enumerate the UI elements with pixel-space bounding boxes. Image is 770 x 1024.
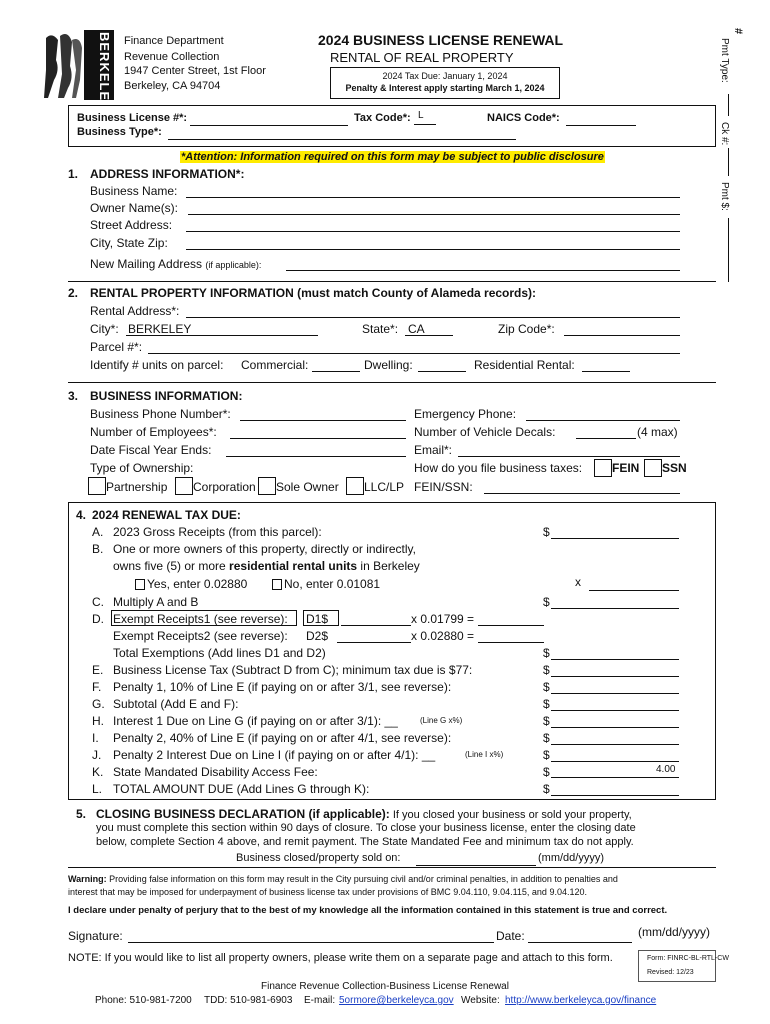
owner-names-label: Owner Name(s): [90,201,179,215]
city-label: City*: [90,322,119,336]
line-b-label-2 [113,559,420,573]
section5-line1 [96,807,632,821]
naics-input[interactable] [566,111,636,126]
closed-label: Business closed/property sold on: [236,852,401,864]
naics-label: NAICS Code*: [487,112,560,124]
residential-label: Residential Rental: [474,358,575,372]
license-number-label: Business License #*: [77,112,188,124]
address-city: Berkeley, CA 94704 [124,80,221,92]
ownership-label: Type of Ownership: [90,461,194,475]
line-f-label: Penalty 1, 10% of Line E (if paying on or after 3/1, see reverse): [113,680,452,694]
business-type-label: Business Type*: [77,126,162,138]
line-i-dollar: $ [543,731,550,745]
partnership-label: Partnership [106,480,168,494]
line-k-letter: K. [92,765,104,779]
email-label: Email*: [414,443,453,457]
units-label: Identify # units on parcel: [90,358,224,372]
phone-label: Business Phone Number*: [90,407,231,421]
section1-title: ADDRESS INFORMATION*: [90,167,245,181]
form-subtitle: RENTAL OF REAL PROPERTY [330,50,514,65]
due-box [330,67,560,99]
closed-date-format: (mm/dd/yyyy) [538,852,604,864]
d2-rate: x 0.02880 = [411,629,475,643]
section1-number: 1. [68,167,79,181]
decals-label: Number of Vehicle Decals: [414,425,556,439]
business-name-label: Business Name: [90,184,178,198]
line-d-dollar: $ [543,646,550,660]
footer-website-label: Website: [461,995,500,1006]
date-format: (mm/dd/yyyy) [638,925,710,939]
corporation-checkbox[interactable] [175,477,193,495]
line-h-label: Interest 1 Due on Line G (if paying on or after 3/1): __ [113,714,398,728]
line-b-pre: owns five (5) or more [113,559,230,573]
zip-label: Zip Code*: [498,322,555,336]
emergency-label: Emergency Phone: [414,407,517,421]
line-i-input[interactable] [551,730,679,745]
section5-number: 5. [76,807,87,821]
street-label: Street Address: [90,218,173,232]
form-id: Form: FINRC-BL-RTL-CW [647,955,729,962]
d2-result-input[interactable] [478,628,544,643]
emergency-input[interactable] [526,406,680,421]
residential-input[interactable] [582,357,630,372]
yes-checkbox[interactable] [135,579,145,590]
dwelling-input[interactable] [418,357,466,372]
side-pmt-type: Pmt Type: [719,38,730,83]
section2-number: 2. [68,286,79,300]
line-l-dollar: $ [543,782,550,796]
fiscal-input[interactable] [226,442,406,457]
side-pmt-amount: Pmt $: [719,182,730,211]
line-b-letter: B. [92,542,104,556]
city-value: BERKELEY [128,322,192,336]
business-type-input[interactable] [168,125,516,140]
fein-ssn-label: FEIN/SSN: [414,480,473,494]
no-label: No, enter 0.01081 [284,577,381,591]
line-a-input[interactable] [551,524,679,539]
line-c-input[interactable] [551,594,679,609]
line-j-letter: J. [92,748,102,762]
line-h-letter: H. [92,714,104,728]
fiscal-label: Date Fiscal Year Ends: [90,443,212,457]
license-number-input[interactable] [190,111,348,126]
warning-text1: Providing false information on this form may result in the City pursuing civil and/or criminal penalties, in addition to penalties and [106,874,618,884]
d1-field-label: D1$ [306,612,329,626]
corporation-label: Corporation [193,480,256,494]
line-f-input[interactable] [551,679,679,694]
line-i-label: Penalty 2, 40% of Line E (if paying on or after 4/1, see reverse): [113,731,452,745]
city-zip-input[interactable] [186,235,680,250]
line-d2-label: Exempt Receipts2 (see reverse): [113,629,288,643]
state-line [405,335,453,336]
line-j-input[interactable] [551,747,679,762]
section5-text3: below, complete Section 4 above, and remit payment. The State Mandated Fee and minimum tax do not apply. [96,836,634,848]
line-d1-label: Exempt Receipts1 (see reverse): [113,612,288,626]
section3-number: 3. [68,389,79,403]
total-exemptions-label: Total Exemptions (Add lines D1 and D2) [113,646,326,660]
line-j-dollar: $ [543,748,550,762]
section4-number: 4. [76,508,87,522]
line-e-letter: E. [92,663,104,677]
city-logo [42,30,114,111]
employees-input[interactable] [230,424,406,439]
dwelling-label: Dwelling: [364,358,413,372]
d2-input[interactable] [337,628,411,643]
line-b-post: in Berkeley [357,559,420,573]
line-c-dollar: $ [543,595,550,609]
section-divider [68,867,716,868]
partnership-checkbox[interactable] [88,477,106,495]
address-street: 1947 Center Street, 1st Floor [124,65,266,77]
tax-due-date: 2024 Tax Due: January 1, 2024 [382,71,508,81]
line-b-input[interactable] [589,576,679,591]
line-c-label: Multiply A and B [113,595,199,609]
warning-text2: interest that may be imposed for underpayment of business license tax under provisions of BMC 9.04.110, 9.04.115, and 9.04.120. [68,887,587,897]
mailing-note: (if applicable): [205,260,262,270]
street-input[interactable] [186,217,680,232]
line-c-letter: C. [92,595,104,609]
phone-input[interactable] [240,406,406,421]
line-k-label: State Mandated Disability Access Fee: [113,765,318,779]
employees-label: Number of Employees*: [90,425,217,439]
d1-rate: x 0.01799 = [411,612,475,626]
warning-line1 [68,874,618,884]
state-label: State*: [362,322,399,336]
line-b-label-1: One or more owners of this property, directly or indirectly, [113,542,416,556]
declaration: I declare under penalty of perjury that to the best of my knowledge all the information contained in this statement is true and correct. [68,905,668,916]
date-label: Date: [496,929,525,943]
d2-field-label: D2$ [306,629,329,643]
sole-owner-label: Sole Owner [276,480,339,494]
mailing-label [90,257,261,271]
line-f-letter: F. [92,680,102,694]
tax-code-label: Tax Code*: [354,112,411,124]
date-input[interactable] [528,928,632,943]
footer-email-label: E-mail: [304,995,336,1006]
line-d-letter: D. [92,612,104,626]
line-a-dollar: $ [543,525,550,539]
zip-input[interactable] [564,321,680,336]
owner-names-input[interactable] [188,200,680,215]
city-line [126,335,318,336]
line-k-line [551,777,679,778]
ssn-checkbox[interactable] [644,459,662,477]
ssn-label: SSN [662,461,687,475]
business-name-input[interactable] [186,183,680,198]
line-g-dollar: $ [543,697,550,711]
form-title: 2024 BUSINESS LICENSE RENEWAL [318,32,564,48]
warning-label: Warning: [68,874,107,884]
form-revised: Revised: 12/23 [647,969,694,976]
form-id-box [638,950,729,982]
line-a-label: 2023 Gross Receipts (from this parcel): [113,525,322,539]
division-name: Revenue Collection [124,51,220,63]
line-d-input[interactable] [551,645,679,660]
state-value: CA [408,322,425,336]
line-l-input[interactable] [551,781,679,796]
footer-phone: Phone: 510-981-7200 [95,995,192,1006]
section4-title: 2024 RENEWAL TAX DUE: [92,508,241,522]
line-e-label: Business License Tax (Subtract D from C); minimum tax due is $77: [113,663,473,677]
line-j-note: (Line I x%) [465,750,504,759]
email-input[interactable] [458,442,680,457]
line-i-letter: I. [92,731,99,745]
line-b-bold: residential rental units [229,559,358,573]
signature-label: Signature: [68,929,123,943]
rental-address-label: Rental Address*: [90,304,180,318]
side-ck: Ck #: [719,122,730,146]
closed-date-input[interactable] [416,851,536,866]
tax-code-value: L [418,110,424,121]
footer-title: Finance Revenue Collection-Business License Renewal [261,981,509,992]
section3-title: BUSINESS INFORMATION: [90,389,243,403]
attention-notice: *Attention: Information required on this form may be subject to public disclosure [181,151,604,163]
line-l-letter: L. [92,782,103,796]
logo-text: BERKELEY [97,32,112,111]
parcel-label: Parcel #*: [90,340,143,354]
line-a-letter: A. [92,525,104,539]
line-k-value: 4.00 [656,764,676,775]
d1-result-input[interactable] [478,611,544,626]
city-zip-label: City, State Zip: [90,236,168,250]
section-divider [68,382,716,383]
fein-ssn-input[interactable] [484,479,680,494]
line-b-x: x [575,575,581,589]
file-taxes-label: How do you file business taxes: [414,461,583,475]
side-ck-line [728,148,729,176]
fein-label: FEIN [612,461,640,475]
mailing-input[interactable] [286,256,680,271]
rental-address-input[interactable] [186,303,680,318]
line-g-label: Subtotal (Add E and F): [113,697,239,711]
line-j-label: Penalty 2 Interest Due on Line I (if paying on or after 4/1): __ [113,748,436,762]
no-checkbox[interactable] [272,579,282,590]
side-pmt-type-line [728,94,729,116]
penalty-date: Penalty & Interest apply starting March 1, 2024 [345,83,545,93]
line-l-label: TOTAL AMOUNT DUE (Add Lines G through K): [113,782,370,796]
footer-tdd: TDD: 510-981-6903 [204,995,293,1006]
sole-owner-checkbox[interactable] [258,477,276,495]
side-pmt-amount-line [728,218,729,282]
commercial-label: Commercial: [241,358,309,372]
note-text: NOTE: If you would like to list all property owners, please write them on a separate page and attach to this form. [68,952,613,964]
mailing-label-text: New Mailing Address [90,257,203,271]
yes-label: Yes, enter 0.02880 [147,577,248,591]
parcel-input[interactable] [148,339,680,354]
section5-text2: you must complete this section within 90 days of closure. To close your business license, enter the closing date [96,822,636,834]
section5-title: CLOSING BUSINESS DECLARATION (if applicable): [96,807,390,821]
footer-email-link[interactable]: 5ormore@berkeleyca.gov [339,995,454,1006]
line-f-dollar: $ [543,680,550,694]
signature-input[interactable] [128,928,494,943]
llc-label: LLC/LP [364,480,405,494]
line-e-input[interactable] [551,662,679,677]
fein-checkbox[interactable] [594,459,612,477]
line-h-note: (Line G x%) [420,716,463,725]
footer-website-link[interactable]: http://www.berkeleyca.gov/finance [505,995,657,1006]
d1-input[interactable] [341,611,411,626]
decals-max: (4 max) [637,425,678,439]
dept-name: Finance Department [124,35,224,47]
section2-title: RENTAL PROPERTY INFORMATION (must match County of Alameda records): [90,286,537,300]
line-h-dollar: $ [543,714,550,728]
line-g-input[interactable] [551,696,679,711]
section5-text1: If you closed your business or sold your property, [389,809,632,821]
section-divider [68,281,716,282]
line-h-input[interactable] [551,713,679,728]
line-g-letter: G. [92,697,105,711]
line-e-dollar: $ [543,663,550,677]
decals-input[interactable] [576,424,636,439]
line-k-dollar: $ [543,765,550,779]
llc-checkbox[interactable] [346,477,364,495]
commercial-input[interactable] [312,357,360,372]
side-number: # [732,28,744,35]
